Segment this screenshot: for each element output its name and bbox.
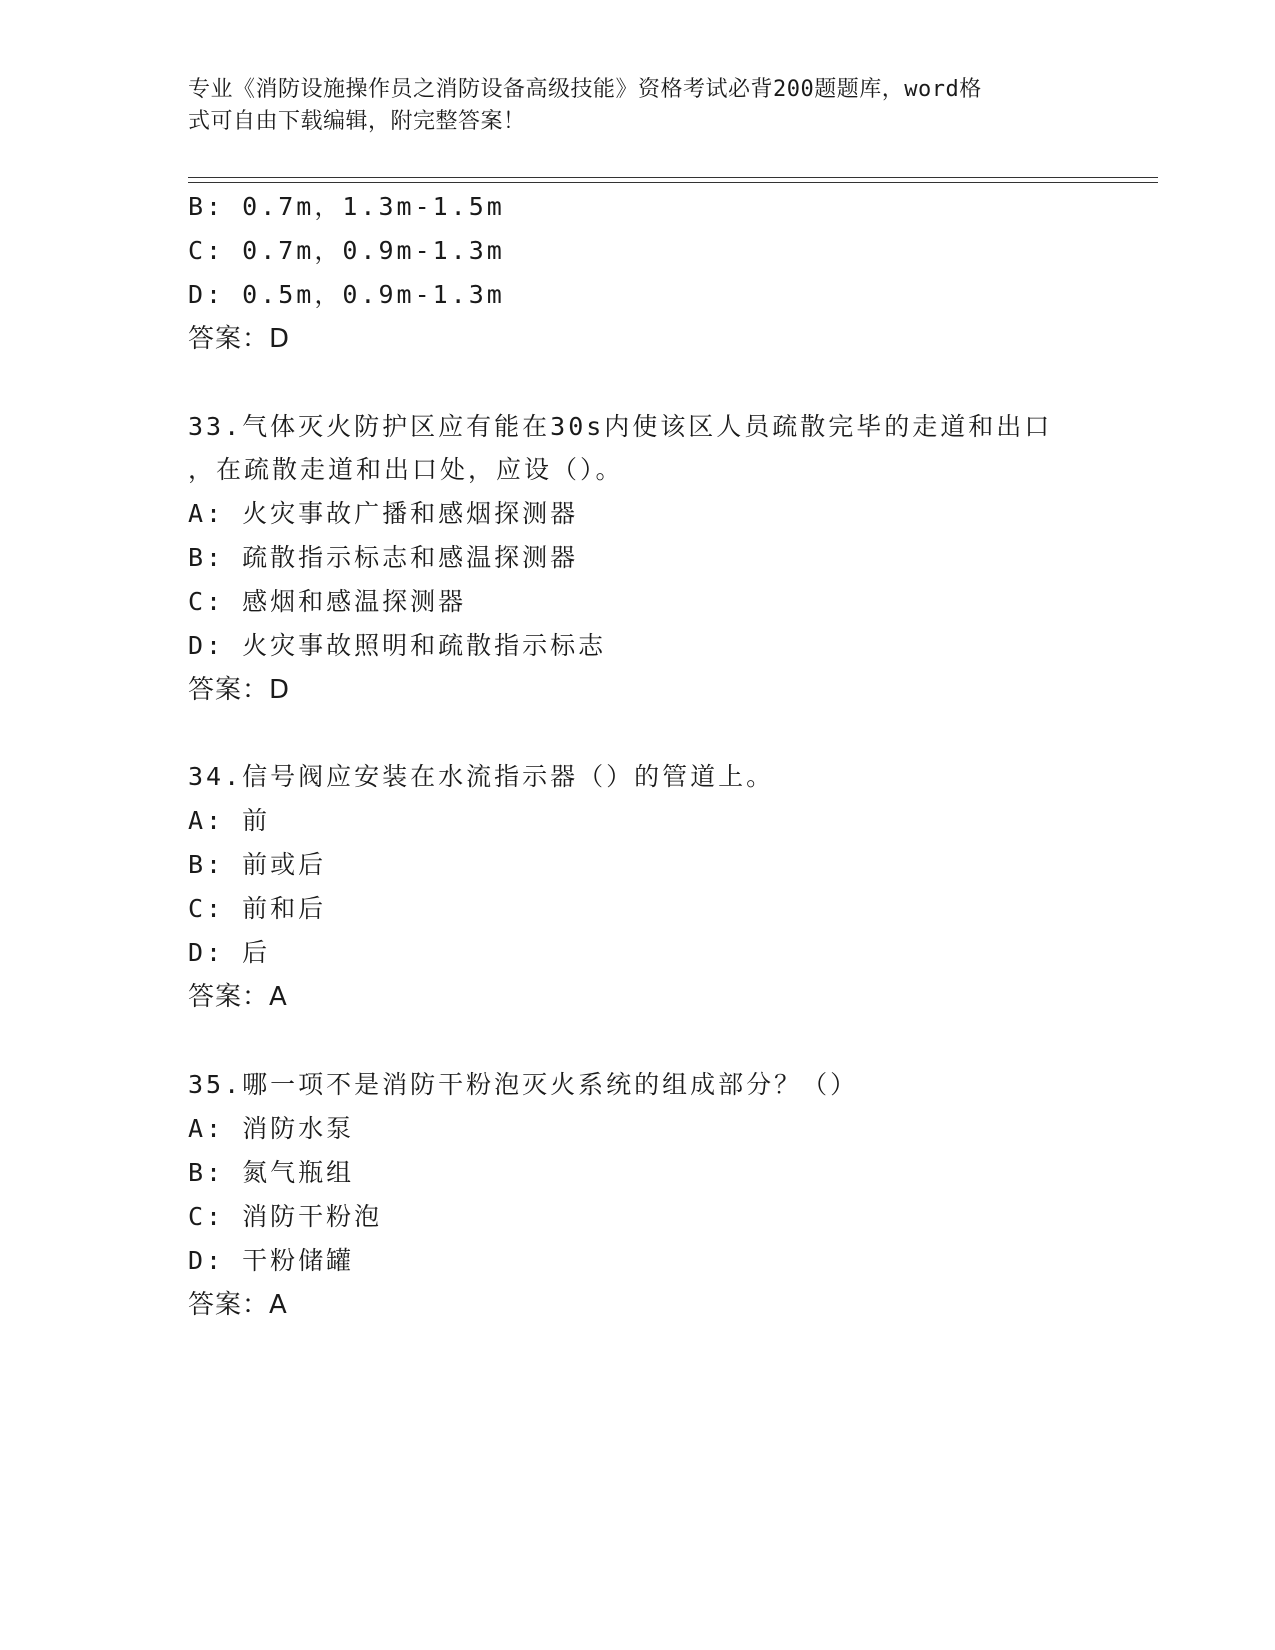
q34-option-b: B: 前或后 [188, 850, 327, 879]
q33-answer: 答案：D [188, 675, 291, 705]
q33-option-a: A: 火灾事故广播和感烟探测器 [188, 499, 579, 528]
q35-stem-line-1: 35.哪一项不是消防干粉泡灭火系统的组成部分？（） [188, 1070, 859, 1099]
q35-answer: 答案：A [188, 1290, 288, 1320]
document-header [188, 74, 1068, 138]
q34-answer: 答案：A [188, 982, 288, 1012]
q33-option-b: B: 疏散指示标志和感温探测器 [188, 543, 579, 572]
q33-option-c: C: 感烟和感温探测器 [188, 587, 467, 616]
header-rule-bottom [188, 182, 1158, 183]
header-line-2: 式可自由下载编辑，附完整答案！ [188, 109, 526, 134]
header-line-1: 专业《消防设施操作员之消防设备高级技能》资格考试必背200题题库，word格 [188, 77, 982, 102]
q34-option-d: D: 后 [188, 938, 271, 967]
q34-option-c: C: 前和后 [188, 894, 327, 923]
q34-option-a: A: 前 [188, 806, 271, 835]
q33-option-d: D: 火灾事故照明和疏散指示标志 [188, 631, 607, 660]
q32-option-c: C: 0.7m，0.9m-1.3m [188, 236, 505, 265]
q35-option-d: D: 干粉储罐 [188, 1246, 355, 1275]
q33-stem-line-2: ，在疏散走道和出口处，应设（）。 [188, 455, 624, 484]
q35-option-a: A: 消防水泵 [188, 1114, 355, 1143]
q35-option-b: B: 氮气瓶组 [188, 1158, 355, 1187]
q32-option-b: B: 0.7m，1.3m-1.5m [188, 192, 505, 221]
q32-option-d: D: 0.5m，0.9m-1.3m [188, 280, 505, 309]
q34-stem-line-1: 34.信号阀应安装在水流指示器（）的管道上。 [188, 762, 775, 791]
q32-answer: 答案：D [188, 324, 291, 354]
q33-stem-line-1: 33.气体灭火防护区应有能在30s内使该区人员疏散完毕的走道和出口 [188, 412, 1053, 441]
q35-option-c: C: 消防干粉泡 [188, 1202, 383, 1231]
header-rule-top [188, 177, 1158, 178]
